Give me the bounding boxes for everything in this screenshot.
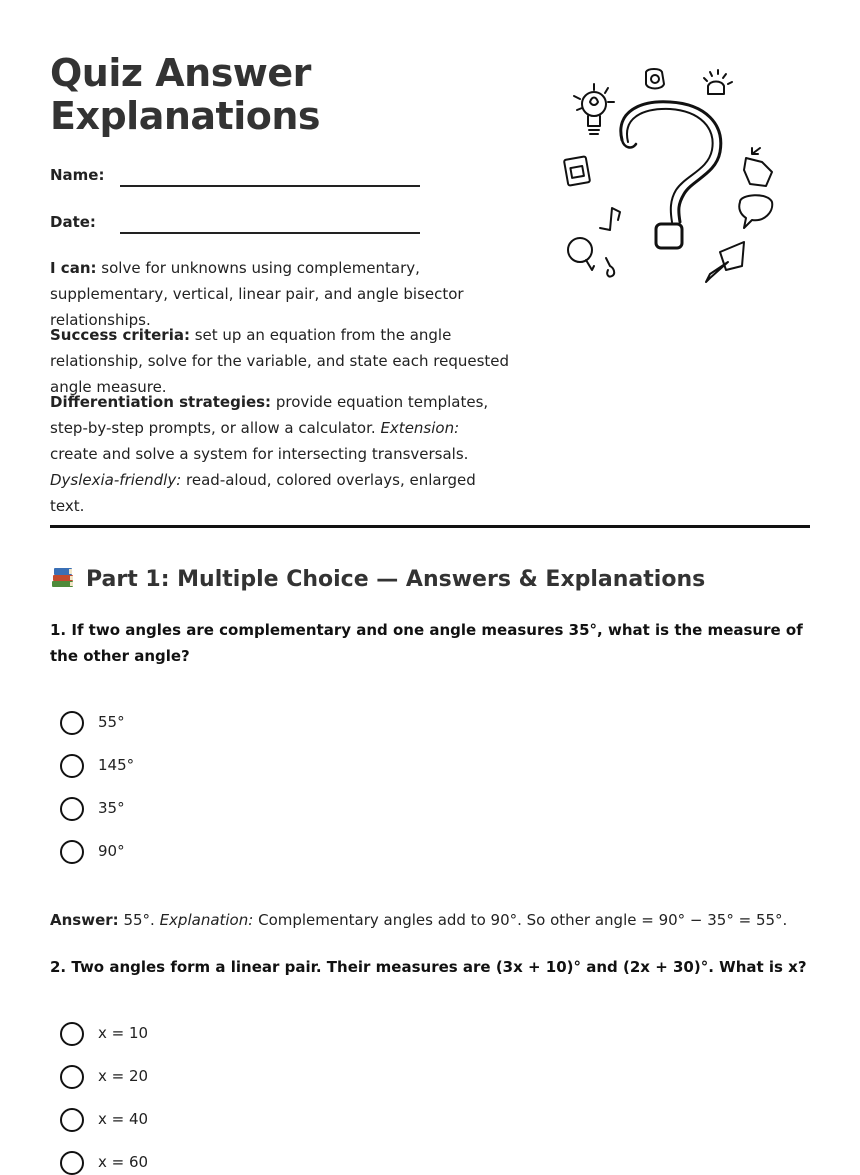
option-label: x = 10 [98,1024,149,1042]
title-line-1: Quiz Answer [50,51,311,95]
part-1-heading-text: Part 1: Multiple Choice — Answers & Explanations [86,567,706,592]
extension-label: Extension: [380,419,460,437]
diff-text-1: provide equation templates, step-by-step prompts, or allow a calculator. [50,393,489,437]
option-label: 145° [98,756,135,774]
option-label: 55° [98,713,125,731]
radio-button[interactable] [60,1151,84,1175]
dyslexia-label: Dyslexia-friendly: [50,471,182,489]
explanation-label: Explanation: [159,911,254,929]
question-1: 1. If two angles are complementary and one angle measures 35°, what is the measure of the other angle? [50,621,803,665]
option-label: 35° [98,799,125,817]
diff-text-3: read-aloud, colored overlays, enlarged text. [50,471,476,515]
i-can-text: solve for unknowns using complementary, supplementary, vertical, linear pair, and angle bisector relationships. [50,259,464,329]
question-mark-doodle-icon [560,62,780,292]
answer-label: Answer: [50,911,119,929]
answer-value: 55°. [123,911,155,929]
q1-answer [50,908,810,932]
option-label: 90° [98,842,125,860]
date-line[interactable] [120,232,420,234]
radio-button[interactable] [60,754,84,778]
explanation-text: Complementary angles add to 90°. So other angle = 90° − 35° = 55°. [258,911,788,929]
diff-label: Differentiation strategies: [50,393,272,411]
part-1-heading [50,564,705,592]
radio-button[interactable] [60,1108,84,1132]
success-label: Success criteria: [50,326,190,344]
name-line[interactable] [120,185,420,187]
question-2: 2. Two angles form a linear pair. Their measures are (3x + 10)° and (2x + 30)°. What is x? [50,958,807,976]
books-icon [50,564,76,590]
differentiation-strategies [50,389,500,519]
radio-button[interactable] [60,1022,84,1046]
section-divider [50,525,810,528]
i-can-label: I can: [50,259,97,277]
success-text: set up an equation from the angle relationship, solve for the variable, and state each requested angle measure. [50,326,510,396]
title-line-2: Explanations [50,94,321,138]
radio-button[interactable] [60,1065,84,1089]
radio-button[interactable] [60,840,84,864]
radio-button[interactable] [60,797,84,821]
radio-button[interactable] [60,711,84,735]
option-label: x = 60 [98,1153,149,1171]
diff-text-2: create and solve a system for intersecting transversals. [50,445,469,463]
option-label: x = 40 [98,1110,149,1128]
date-label: Date: [50,213,96,231]
option-label: x = 20 [98,1067,149,1085]
page-title [50,52,320,138]
name-label: Name: [50,166,105,184]
